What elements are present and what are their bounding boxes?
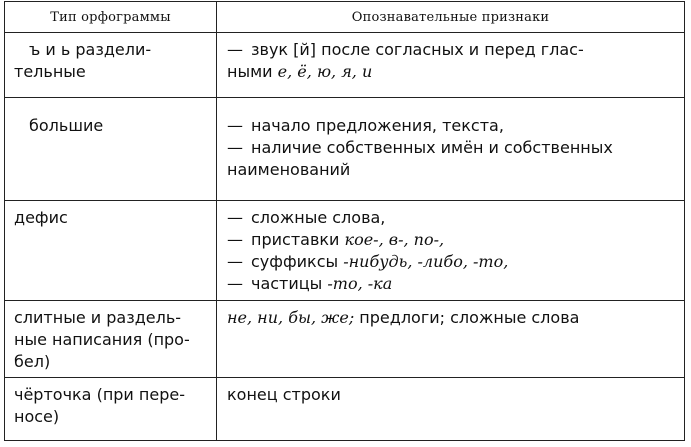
feature-italic: е, ё, ю, я, и: [277, 62, 373, 81]
dash-mark: —: [227, 40, 243, 59]
type-line: дефис: [14, 207, 68, 227]
orthogram-table-container: [4, 1, 685, 441]
feature-line: [227, 273, 674, 295]
features-cell: [217, 97, 685, 200]
header-identifying-features: Опознавательные признаки: [217, 2, 685, 33]
dash-mark: —: [227, 273, 243, 293]
type-line: ъ и ь раздели-: [29, 40, 152, 59]
orthogram-type-cell: [5, 378, 217, 441]
features-cell: [217, 378, 685, 441]
feature-text: наличие собственных имён и собственных: [251, 137, 613, 157]
table-row: [5, 33, 685, 98]
feature-line: [227, 207, 674, 229]
feature-text: звук [й] после согласных и перед глас-: [251, 40, 584, 59]
orthogram-type-cell: [5, 300, 217, 378]
orthogram-type-cell: [5, 33, 217, 98]
features-cell: [217, 200, 685, 300]
table-row: [5, 200, 685, 300]
type-line: чёрточка (при пере-: [14, 385, 185, 405]
feature-line: [227, 384, 674, 406]
feature-line: [227, 307, 674, 329]
feature-text: частицы: [251, 273, 328, 293]
orthogram-type-cell: [5, 97, 217, 200]
feature-line: [227, 115, 674, 137]
feature-italic: -нибудь, -либо, -то,: [343, 251, 509, 271]
feature-italic: не, ни, бы, же;: [227, 307, 355, 327]
feature-line: [227, 251, 674, 273]
feature-italic: -то, -ка: [327, 273, 393, 293]
table-row: [5, 97, 685, 200]
table-row: [5, 378, 685, 441]
dash-mark: —: [227, 229, 243, 249]
type-line: бел): [14, 351, 51, 371]
feature-italic: кое-, в-, по-,: [344, 229, 445, 249]
table-row: [5, 300, 685, 378]
dash-mark: —: [227, 115, 243, 135]
dash-mark: —: [227, 207, 243, 227]
type-line: слитные и раздель-: [14, 307, 182, 327]
feature-line: [227, 159, 674, 181]
dash-mark: —: [227, 251, 243, 271]
features-cell: [217, 300, 685, 378]
table-header-row: [5, 2, 685, 33]
type-line: носе): [14, 407, 60, 427]
dash-mark: —: [227, 137, 243, 157]
feature-text: приставки: [251, 229, 345, 249]
type-line: тельные: [14, 62, 86, 81]
header-orthogram-type: Тип орфограммы: [5, 2, 217, 33]
feature-text: суффиксы: [251, 251, 344, 271]
type-line: большие: [29, 115, 104, 135]
orthogram-table: [4, 1, 685, 441]
feature-line: [227, 39, 674, 61]
feature-text: конец строки: [227, 385, 341, 405]
feature-line: [227, 61, 674, 83]
feature-text: сложные слова,: [251, 207, 386, 227]
feature-line: [227, 229, 674, 251]
feature-text: начало предложения, текста,: [251, 115, 504, 135]
orthogram-type-cell: [5, 200, 217, 300]
features-cell: [217, 33, 685, 98]
type-line: ные написания (про-: [14, 329, 190, 349]
feature-text: наименований: [227, 159, 351, 179]
feature-text: ными: [227, 62, 278, 81]
feature-text: предлоги; сложные слова: [354, 307, 580, 327]
feature-line: [227, 137, 674, 159]
